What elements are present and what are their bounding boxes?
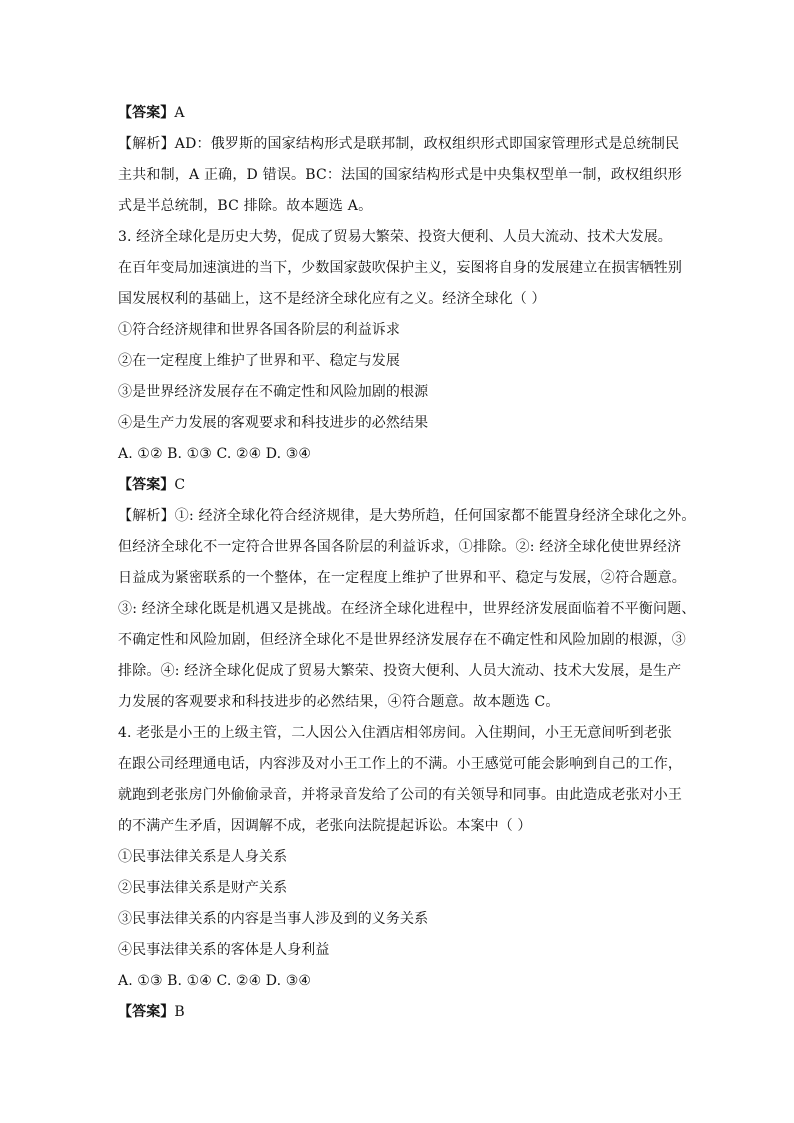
analysis-line: 但经济全球化不一定符合世界各国各阶层的利益诉求，①排除。②: 经济全球化使世界经济	[118, 539, 682, 555]
question-option: ②民事法律关系是财产关系	[118, 880, 288, 896]
question-option: ①民事法律关系是人身关系	[118, 849, 288, 865]
question-stem-line: 在跟公司经理通电话，内容涉及对小王工作上的不满。小王感觉可能会影响到自己的工作，	[118, 756, 682, 772]
question-option: ①符合经济规律和世界各国各阶层的利益诉求	[118, 322, 400, 338]
question-stem-line: 3. 经济全球化是历史大势，促成了贸易大繁荣、投资大便利、人员大流动、技术大发展。	[118, 229, 672, 245]
answer-line	[118, 997, 684, 1028]
question-choices: A. ①③ B. ①④ C. ②④ D. ③④	[118, 973, 311, 989]
answer-value: C	[174, 477, 186, 493]
question-option: ④民事法律关系的客体是人身利益	[118, 942, 330, 958]
answer-line	[118, 470, 684, 501]
question-option: ④是生产力发展的客观要求和科技进步的必然结果	[118, 415, 429, 431]
analysis-line: 排除。④: 经济全球化促成了贸易大繁荣、投资大便利、人员大流动、技术大发展，是生产	[118, 663, 682, 679]
question-3	[118, 222, 684, 470]
answer-label: 【答案】	[118, 477, 175, 493]
question-stem-line: 4. 老张是小王的上级主管，二人因公入住酒店相邻房间。入住期间，小王无意间听到老张	[118, 725, 672, 741]
question-stem-line: 就跑到老张房门外偷偷录音，并将录音发给了公司的有关领导和同事。由此造成老张对小王	[118, 787, 682, 803]
analysis-block	[118, 501, 696, 718]
question-4	[118, 718, 684, 997]
question-stem-line: 的不满产生矛盾，因调解不成，老张向法院提起诉讼。本案中（ ）	[118, 818, 532, 834]
question-stem-line: 国发展权利的基础上，这不是经济全球化应有之义。经济全球化（ ）	[118, 291, 546, 307]
answer-value: B	[174, 1004, 185, 1020]
analysis-line: ③: 经济全球化既是机遇又是挑战。在经济全球化进程中，世界经济发展面临着不平衡问题、	[118, 601, 696, 617]
analysis-block	[118, 129, 684, 222]
analysis-line: 【解析】①: 经济全球化符合经济规律，是大势所趋，任何国家都不能置身经济全球化之外。	[118, 508, 696, 524]
question-choices: A. ①② B. ①③ C. ②④ D. ③④	[118, 446, 311, 462]
answer-value: A	[174, 105, 185, 121]
analysis-line: 式是半总统制，BC 排除。故本题选 A。	[118, 198, 373, 214]
answer-label: 【答案】	[118, 105, 175, 121]
question-option: ③民事法律关系的内容是当事人涉及到的义务关系	[118, 911, 429, 927]
answer-line	[118, 98, 684, 129]
analysis-line: 日益成为紧密联系的一个整体，在一定程度上维护了世界和平、稳定与发展，②符合题意。	[118, 570, 686, 586]
document-page	[118, 98, 696, 1028]
analysis-line: 【解析】AD：俄罗斯的国家结构形式是联邦制，政权组织形式即国家管理形式是总统制民	[118, 136, 680, 152]
analysis-line: 主共和制，A 正确，D 错误。BC：法国的国家结构形式是中央集权型单一制，政权组织形	[118, 167, 682, 183]
analysis-line: 不确定性和风险加剧，但经济全球化不是世界经济发展存在不确定性和风险加剧的根源，③	[118, 632, 686, 648]
analysis-line: 力发展的客观要求和科技进步的必然结果，④符合题意。故本题选 C。	[118, 694, 560, 710]
answer-label: 【答案】	[118, 1004, 175, 1020]
question-option: ②在一定程度上维护了世界和平、稳定与发展	[118, 353, 400, 369]
question-stem-line: 在百年变局加速演进的当下，少数国家鼓吹保护主义，妄图将自身的发展建立在损害牺牲别	[118, 260, 682, 276]
question-option: ③是世界经济发展存在不确定性和风险加剧的根源	[118, 384, 429, 400]
